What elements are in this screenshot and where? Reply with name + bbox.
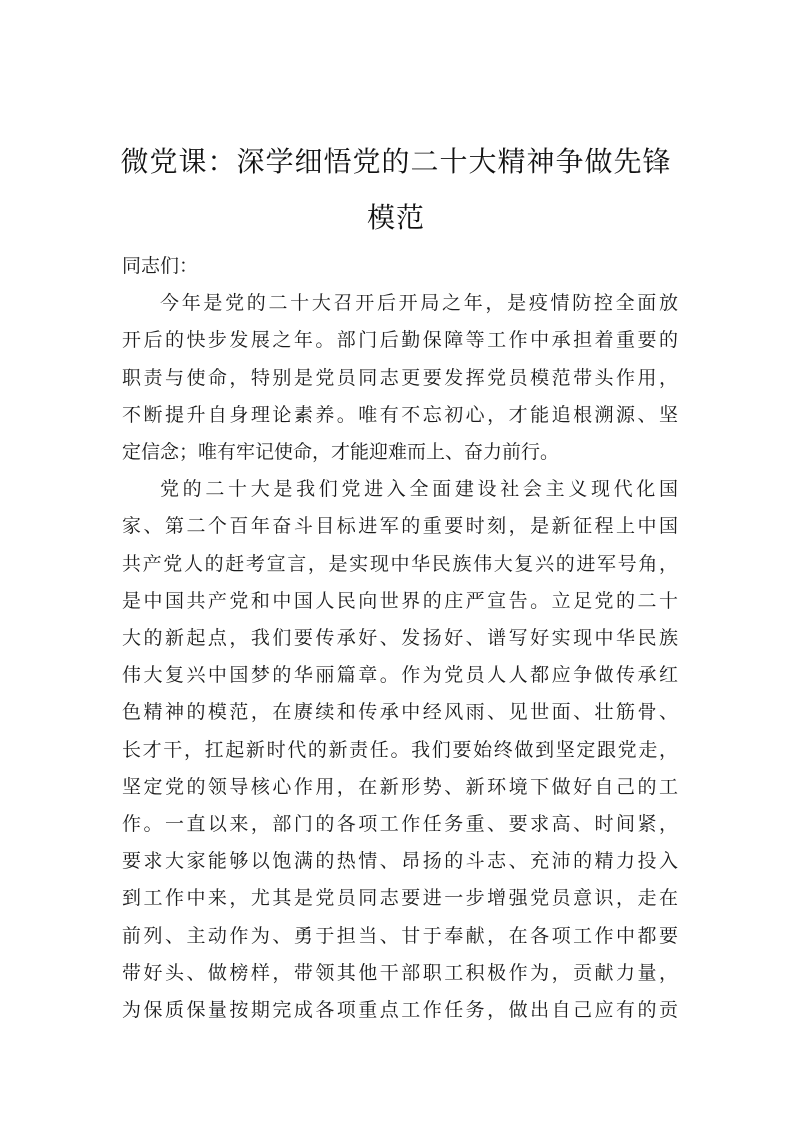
paragraph-line: 党的二十大是我们党进入全面建设社会主义现代化国 <box>160 478 678 501</box>
paragraph-line: 作。一直以来，部门的各项工作任务重、要求高、时间紧， <box>122 813 678 836</box>
paragraph-line: 共产党人的赶考宣言，是实现中华民族伟大复兴的进军号角， <box>122 552 678 575</box>
document-body <box>122 248 678 1029</box>
paragraph-line: 前列、主动作为、勇于担当、甘于奉献，在各项工作中都要 <box>122 924 678 947</box>
paragraph-line: 长才干，扛起新时代的新责任。我们要始终做到坚定跟党走， <box>122 738 678 761</box>
paragraph-line: 到工作中来，尤其是党员同志要进一步增强党员意识，走在 <box>122 887 678 910</box>
paragraph-line: 大的新起点，我们要传承好、发扬好、谱写好实现中华民族 <box>122 627 678 650</box>
paragraph-line: 是中国共产党和中国人民向世界的庄严宣告。立足党的二十 <box>122 589 678 612</box>
paragraph-line: 要求大家能够以饱满的热情、昂扬的斗志、充沛的精力投入 <box>122 850 678 873</box>
document-title: 微党课：深学细悟党的二十大精神争做先锋模范 <box>120 145 672 234</box>
paragraph-line: 定信念；唯有牢记使命，才能迎难而上、奋力前行。 <box>122 441 560 464</box>
paragraph-line: 不断提升自身理论素养。唯有不忘初心，才能追根溯源、坚 <box>122 403 678 426</box>
salutation: 同志们： <box>122 255 199 277</box>
paragraph-2 <box>122 471 678 1029</box>
paragraph-1 <box>122 285 678 471</box>
paragraph-line: 为保质保量按期完成各项重点工作任务，做出自己应有的贡 <box>122 999 678 1022</box>
paragraph-line: 今年是党的二十大召开后开局之年，是疫情防控全面放 <box>160 292 678 315</box>
paragraph-line: 开后的快步发展之年。部门后勤保障等工作中承担着重要的 <box>122 329 678 352</box>
paragraph-line: 坚定党的领导核心作用，在新形势、新环境下做好自己的工 <box>122 775 678 798</box>
paragraph-line: 家、第二个百年奋斗目标进军的重要时刻，是新征程上中国 <box>122 515 678 538</box>
paragraph-line: 带好头、做榜样，带领其他干部职工积极作为，贡献力量， <box>122 961 678 984</box>
paragraph-line: 职责与使命，特别是党员同志更要发挥党员模范带头作用， <box>122 366 678 389</box>
paragraph-line: 伟大复兴中国梦的华丽篇章。作为党员人人都应争做传承红 <box>122 664 678 687</box>
paragraph-line: 色精神的模范，在赓续和传承中经风雨、见世面、壮筋骨、 <box>122 701 678 724</box>
